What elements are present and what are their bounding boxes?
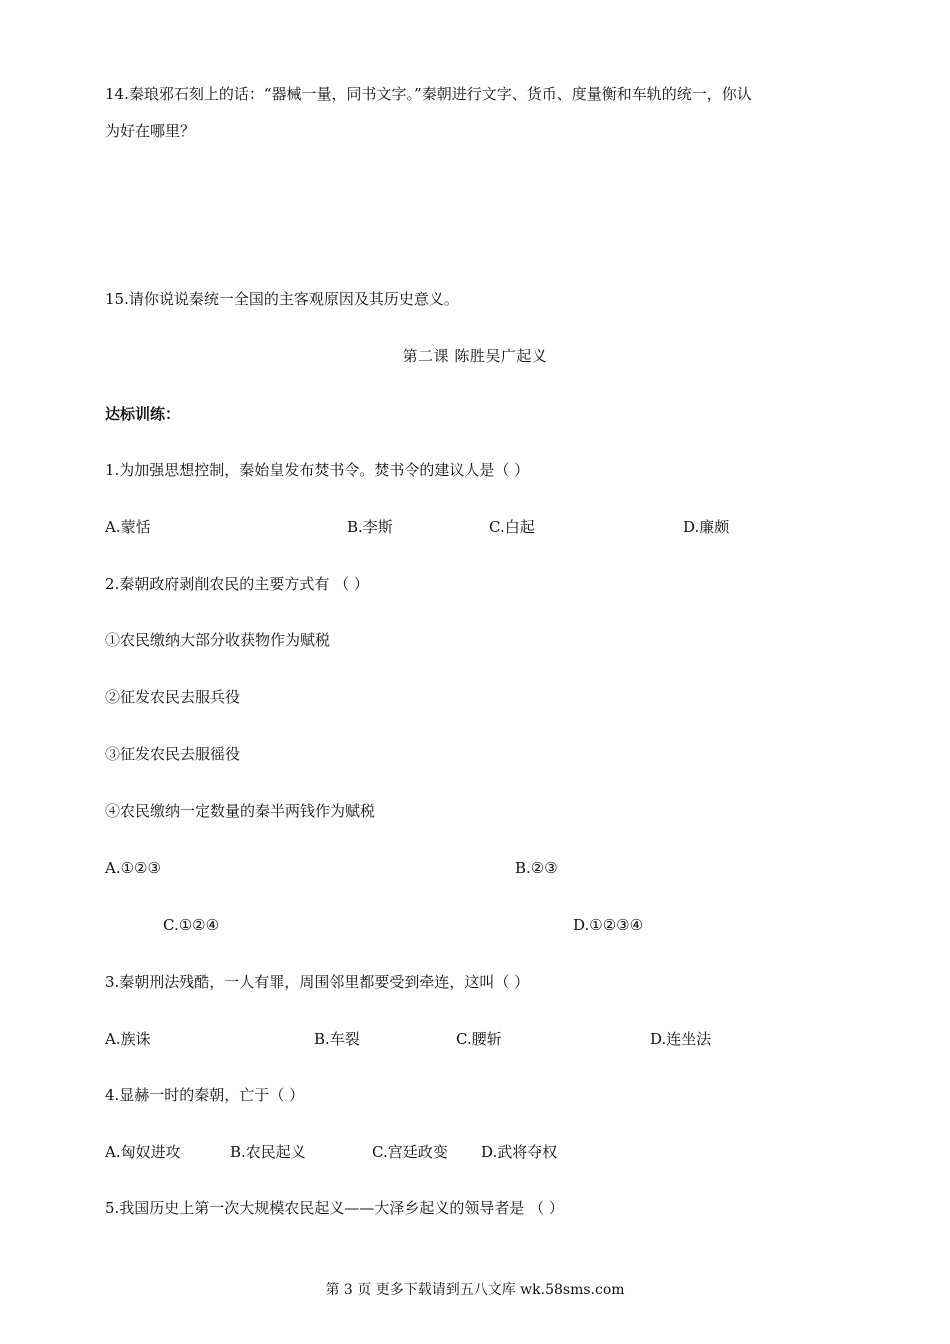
question-2-option-b: B.②③: [515, 859, 558, 877]
question-1-option-b: B.李斯: [347, 518, 393, 536]
question-5-stem: 5.我国历史上第一次大规模农民起义——大泽乡起义的领导者是 （ ）: [105, 1199, 564, 1217]
question-1-option-a: A.蒙恬: [105, 518, 151, 536]
question-4-stem: 4.显赫一时的秦朝，亡于（ ）: [105, 1086, 305, 1104]
question-3-option-b: B.车裂: [314, 1030, 360, 1048]
question-2-stem: 2.秦朝政府剥削农民的主要方式有 （ ）: [105, 575, 369, 593]
question-14-line-1: 14.秦琅邪石刻上的话：“器械一量，同书文字。”秦朝进行文字、货币、度量衡和车轨的统一，你认: [105, 85, 752, 103]
question-3-option-d: D.连坐法: [650, 1030, 712, 1048]
question-2-option-d: D.①②③④: [573, 916, 644, 934]
question-2-item-2: ②征发农民去服兵役: [105, 688, 241, 706]
page-footer: 第 3 页 更多下载请到五八文库 wk.58sms.com: [325, 1282, 625, 1298]
question-4-option-d: D.武将夺权: [481, 1143, 558, 1161]
question-2-option-a: A.①②③: [105, 859, 161, 877]
lesson-title: 第二课 陈胜吴广起义: [402, 347, 548, 365]
question-2-item-4: ④农民缴纳一定数量的秦半两钱作为赋税: [105, 802, 376, 820]
question-2-item-3: ③征发农民去服徭役: [105, 745, 241, 763]
question-1-option-d: D.廉颇: [683, 518, 730, 536]
question-4-option-b: B.农民起义: [230, 1143, 306, 1161]
question-14-line-2: 为好在哪里？: [105, 122, 196, 140]
question-15: 15.请你说说秦统一全国的主客观原因及其历史意义。: [105, 290, 459, 308]
question-4-option-c: C.宫廷政变: [372, 1143, 448, 1161]
section-heading: 达标训练：: [105, 405, 181, 423]
question-2-item-1: ①农民缴纳大部分收获物作为赋税: [105, 631, 331, 649]
question-3-option-c: C.腰斩: [456, 1030, 502, 1048]
question-1-option-c: C.白起: [489, 518, 535, 536]
question-4-option-a: A.匈奴进攻: [105, 1143, 181, 1161]
question-1-stem: 1.为加强思想控制，秦始皇发布焚书令。焚书令的建议人是（ ）: [105, 461, 530, 479]
question-3-option-a: A.族诛: [105, 1030, 151, 1048]
question-2-option-c: C.①②④: [163, 916, 220, 934]
question-3-stem: 3.秦朝刑法残酷，一人有罪，周围邻里都要受到牵连，这叫（ ）: [105, 973, 530, 991]
